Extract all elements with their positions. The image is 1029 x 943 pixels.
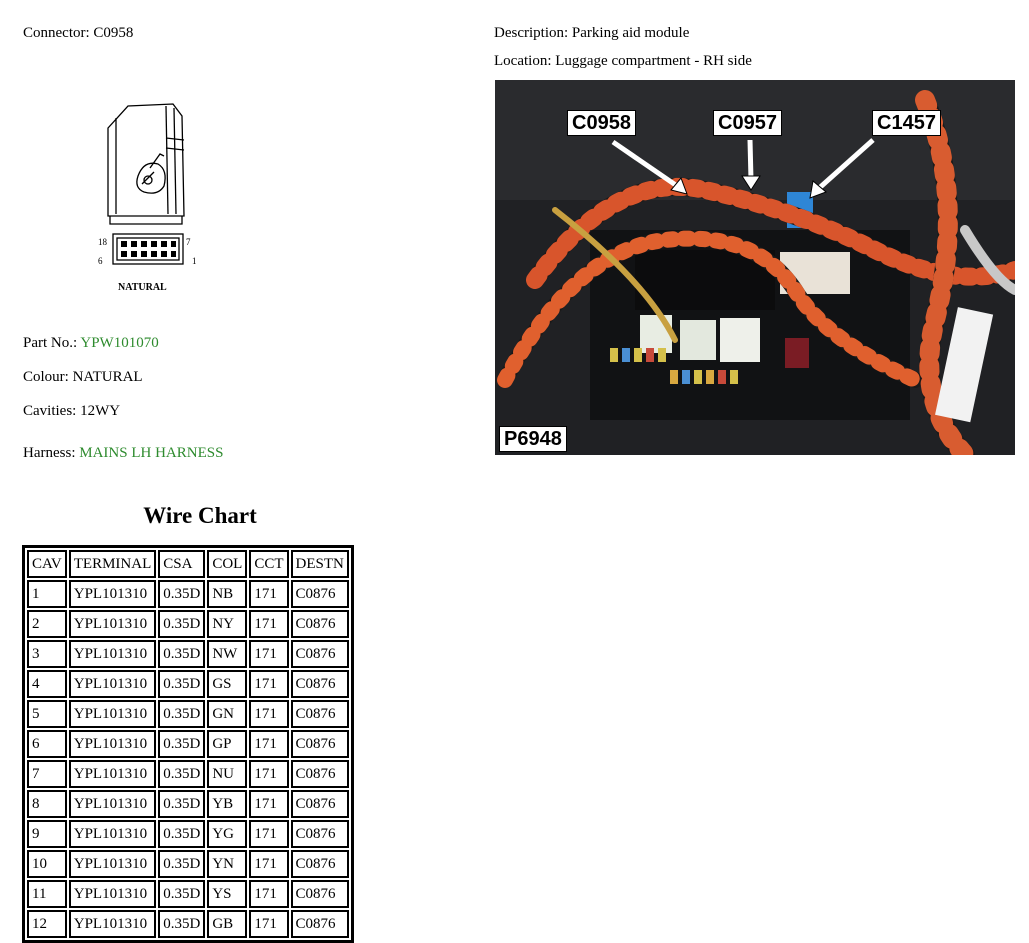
cell-col: GN	[207, 700, 247, 728]
cell-col: GB	[207, 910, 247, 938]
cell-col: GS	[207, 670, 247, 698]
cell-cav: 5	[27, 700, 67, 728]
table-row	[27, 760, 349, 788]
part-label: Part No.:	[23, 335, 78, 351]
column-header-cav: CAV	[27, 550, 67, 578]
cell-col: GP	[207, 730, 247, 758]
cell-destn: C0876	[291, 760, 349, 788]
cell-cav: 1	[27, 580, 67, 608]
cell-destn: C0876	[291, 910, 349, 938]
cell-col: NB	[207, 580, 247, 608]
callout-c1457: C1457	[872, 110, 941, 136]
cell-cct: 171	[249, 880, 288, 908]
location-photo	[495, 80, 1015, 455]
cell-col: YB	[207, 790, 247, 818]
harness-label: Harness:	[23, 445, 76, 461]
table-row	[27, 730, 349, 758]
connector-drawing	[88, 98, 218, 298]
callout-c0958: C0958	[567, 110, 636, 136]
table-row	[27, 670, 349, 698]
cell-destn: C0876	[291, 880, 349, 908]
connector-label: Connector:	[23, 25, 90, 41]
cell-csa: 0.35D	[158, 880, 205, 908]
table-row	[27, 880, 349, 908]
cell-csa: 0.35D	[158, 640, 205, 668]
location-line	[494, 52, 752, 70]
cell-destn: C0876	[291, 700, 349, 728]
cell-csa: 0.35D	[158, 820, 205, 848]
cell-cav: 4	[27, 670, 67, 698]
cell-terminal: YPL101310	[69, 580, 157, 608]
table-row	[27, 910, 349, 938]
cell-cct: 171	[249, 910, 288, 938]
cell-cav: 12	[27, 910, 67, 938]
cell-cct: 171	[249, 820, 288, 848]
cavities-label: Cavities:	[23, 403, 77, 419]
cell-terminal: YPL101310	[69, 610, 157, 638]
pin-label-6: 6	[98, 256, 103, 266]
cell-cct: 171	[249, 760, 288, 788]
cell-col: YS	[207, 880, 247, 908]
wire-chart-body	[27, 580, 349, 938]
cell-terminal: YPL101310	[69, 760, 157, 788]
cell-cct: 171	[249, 700, 288, 728]
cell-terminal: YPL101310	[69, 790, 157, 818]
cell-destn: C0876	[291, 610, 349, 638]
connector-line	[23, 24, 133, 42]
table-row	[27, 820, 349, 848]
location-value: Luggage compartment - RH side	[555, 53, 752, 69]
cell-col: YG	[207, 820, 247, 848]
cell-csa: 0.35D	[158, 910, 205, 938]
cell-cav: 8	[27, 790, 67, 818]
location-label: Location:	[494, 53, 552, 69]
cell-terminal: YPL101310	[69, 850, 157, 878]
part-line	[23, 334, 159, 352]
cell-destn: C0876	[291, 850, 349, 878]
colour-value: NATURAL	[72, 369, 143, 385]
cell-csa: 0.35D	[158, 580, 205, 608]
cell-destn: C0876	[291, 580, 349, 608]
cell-cav: 3	[27, 640, 67, 668]
cavities-value: 12WY	[80, 403, 121, 419]
cell-cct: 171	[249, 670, 288, 698]
cell-cct: 171	[249, 610, 288, 638]
pin-label-1: 1	[192, 256, 197, 266]
column-header-col: COL	[207, 550, 247, 578]
harness-line	[23, 444, 223, 462]
cell-csa: 0.35D	[158, 730, 205, 758]
pin-label-18: 18	[98, 237, 107, 247]
column-header-terminal: TERMINAL	[69, 550, 157, 578]
cell-csa: 0.35D	[158, 610, 205, 638]
cell-csa: 0.35D	[158, 700, 205, 728]
table-row	[27, 640, 349, 668]
connector-value: C0958	[93, 25, 134, 41]
column-header-cct: CCT	[249, 550, 288, 578]
cell-csa: 0.35D	[158, 670, 205, 698]
cell-terminal: YPL101310	[69, 880, 157, 908]
table-row	[27, 700, 349, 728]
cell-cav: 11	[27, 880, 67, 908]
photo-reference: P6948	[499, 426, 567, 452]
cell-col: YN	[207, 850, 247, 878]
description-value: Parking aid module	[571, 25, 690, 41]
cell-cav: 6	[27, 730, 67, 758]
cell-terminal: YPL101310	[69, 910, 157, 938]
cell-cct: 171	[249, 580, 288, 608]
cell-destn: C0876	[291, 640, 349, 668]
cell-col: NY	[207, 610, 247, 638]
table-row	[27, 610, 349, 638]
cavities-line	[23, 402, 120, 420]
part-number-link[interactable]: YPW101070	[80, 335, 159, 351]
table-row	[27, 790, 349, 818]
cell-csa: 0.35D	[158, 850, 205, 878]
cell-terminal: YPL101310	[69, 730, 157, 758]
cell-destn: C0876	[291, 670, 349, 698]
cell-terminal: YPL101310	[69, 700, 157, 728]
cell-cav: 7	[27, 760, 67, 788]
cell-cct: 171	[249, 730, 288, 758]
cell-terminal: YPL101310	[69, 820, 157, 848]
colour-line	[23, 368, 143, 386]
cell-csa: 0.35D	[158, 790, 205, 818]
cell-terminal: YPL101310	[69, 670, 157, 698]
cell-col: NW	[207, 640, 247, 668]
description-line	[494, 24, 689, 42]
cell-destn: C0876	[291, 820, 349, 848]
pin-label-7: 7	[186, 237, 191, 247]
callout-c0957: C0957	[713, 110, 782, 136]
table-row	[27, 850, 349, 878]
wire-chart-title: Wire Chart	[143, 503, 257, 528]
column-header-csa: CSA	[158, 550, 205, 578]
cell-cct: 171	[249, 850, 288, 878]
table-row	[27, 580, 349, 608]
cell-destn: C0876	[291, 790, 349, 818]
wire-chart-table	[22, 545, 354, 943]
cell-cav: 10	[27, 850, 67, 878]
table-header-row	[27, 550, 349, 578]
cell-cav: 9	[27, 820, 67, 848]
cell-cct: 171	[249, 790, 288, 818]
cell-cct: 171	[249, 640, 288, 668]
column-header-destn: DESTN	[291, 550, 349, 578]
connector-caption: NATURAL	[118, 282, 167, 293]
cell-cav: 2	[27, 610, 67, 638]
description-label: Description:	[494, 25, 569, 41]
cell-col: NU	[207, 760, 247, 788]
cell-destn: C0876	[291, 730, 349, 758]
cell-terminal: YPL101310	[69, 640, 157, 668]
cell-csa: 0.35D	[158, 760, 205, 788]
colour-label: Colour:	[23, 369, 69, 385]
harness-link[interactable]: MAINS LH HARNESS	[79, 445, 224, 461]
